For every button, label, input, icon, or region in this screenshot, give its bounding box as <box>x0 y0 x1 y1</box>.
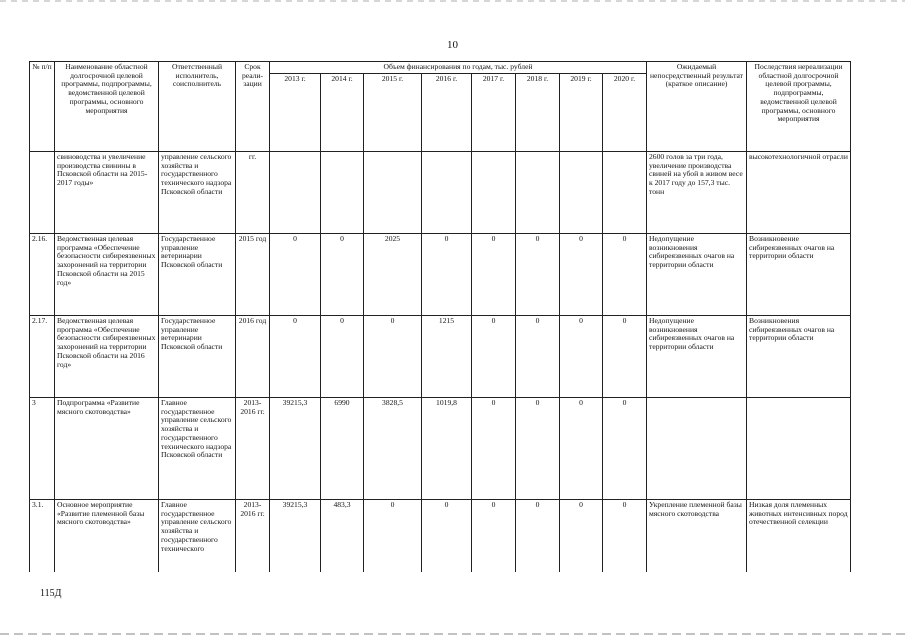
header-name: Наименование областной долгосрочной целевой программы, подпрограммы, ведомственной целевой программы, основного мероприятия <box>55 62 159 152</box>
footer-code: 115Д <box>40 588 62 599</box>
row-term: 2013-2016 гг. <box>236 500 270 572</box>
header-num: № п/п <box>30 62 55 152</box>
scan-artifact-bottom <box>0 633 905 635</box>
row-value: 0 <box>321 316 364 398</box>
header-year: 2013 г. <box>270 74 321 152</box>
row-value <box>364 152 422 234</box>
row-executor: Государственное управление ветеринарии Псковской области <box>159 234 236 316</box>
row-value: 0 <box>472 500 516 572</box>
row-value: 0 <box>560 398 603 500</box>
row-value: 0 <box>603 316 647 398</box>
row-term: гг. <box>236 152 270 234</box>
row-value <box>422 152 472 234</box>
row-term: 2016 год <box>236 316 270 398</box>
row-consequences <box>747 398 851 500</box>
header-year: 2014 г. <box>321 74 364 152</box>
row-consequences: высокотехнологичной отрасли <box>747 152 851 234</box>
row-value <box>560 152 603 234</box>
page-number: 10 <box>447 39 458 51</box>
row-consequences: Возникновение сибиреязвенных очагов на территории области <box>747 234 851 316</box>
header-funding: Объем финансирования по годам, тыс. рублей <box>270 62 647 74</box>
row-value: 0 <box>603 234 647 316</box>
row-value: 0 <box>560 234 603 316</box>
table-row <box>30 316 851 398</box>
row-name: Ведомственная целевая программа «Обеспечение безопасности сибиреязвенных захоронений на территории Псковской области на 2015 год» <box>55 234 159 316</box>
row-value: 0 <box>364 316 422 398</box>
row-value: 2025 <box>364 234 422 316</box>
row-consequences: Низкая доля племенных животных интенсивных пород отечественной селекции <box>747 500 851 572</box>
row-value: 0 <box>603 398 647 500</box>
header-year: 2019 г. <box>560 74 603 152</box>
row-num: 2.17. <box>30 316 55 398</box>
row-consequences: Возникновения сибиреязвенных очагов на территории области <box>747 316 851 398</box>
row-executor: Главное государственное управление сельского хозяйства и государственного технического надзора Псковской области <box>159 398 236 500</box>
row-value: 0 <box>422 234 472 316</box>
row-result: Недопущение возникновения сибиреязвенных очагов на территории области <box>647 316 747 398</box>
row-num: 3 <box>30 398 55 500</box>
row-value: 0 <box>516 398 560 500</box>
row-num: 2.16. <box>30 234 55 316</box>
row-result: 2600 голов за три года, увеличение производства свиней на убой в живом весе к 2017 году до 157,3 тыс. тонн <box>647 152 747 234</box>
row-value: 1215 <box>422 316 472 398</box>
row-value: 3828,5 <box>364 398 422 500</box>
row-name: Основное мероприятие «Развитие племенной базы мясного скотоводства» <box>55 500 159 572</box>
row-value: 0 <box>472 316 516 398</box>
row-name: Ведомственная целевая программа «Обеспечение безопасности сибиреязвенных захоронений на территории Псковской области на 2016 год» <box>55 316 159 398</box>
row-value: 0 <box>422 500 472 572</box>
table-row <box>30 500 851 572</box>
header-term: Срок реали-зации <box>236 62 270 152</box>
row-value <box>603 152 647 234</box>
row-result <box>647 398 747 500</box>
row-value <box>472 152 516 234</box>
header-executor: Ответственный исполнитель, соисполнитель <box>159 62 236 152</box>
row-value: 0 <box>560 500 603 572</box>
row-value <box>270 152 321 234</box>
header-year: 2018 г. <box>516 74 560 152</box>
header-consequences: Последствия нереализации областной долгосрочной целевой программы, подпрограммы, ведомственной целевой программы, основного мероприятия <box>747 62 851 152</box>
header-year: 2020 г. <box>603 74 647 152</box>
row-value: 0 <box>321 234 364 316</box>
header-year: 2016 г. <box>422 74 472 152</box>
scan-artifact-top <box>0 0 905 2</box>
row-executor: Государственное управление ветеринарии Псковской области <box>159 316 236 398</box>
row-result: Недопущение возникновения сибиреязвенных очагов на территории области <box>647 234 747 316</box>
row-value: 0 <box>270 316 321 398</box>
row-result: Укрепление племенной базы мясного скотоводства <box>647 500 747 572</box>
row-value: 0 <box>516 234 560 316</box>
row-value: 483,3 <box>321 500 364 572</box>
row-num <box>30 152 55 234</box>
row-value: 0 <box>472 398 516 500</box>
table-row <box>30 152 851 234</box>
table-header-row <box>30 62 851 74</box>
row-term: 2013-2016 гг. <box>236 398 270 500</box>
row-value: 0 <box>472 234 516 316</box>
program-table <box>29 61 851 572</box>
row-value: 39215,3 <box>270 398 321 500</box>
row-name: Подпрограмма «Развитие мясного скотоводства» <box>55 398 159 500</box>
row-value: 1019,8 <box>422 398 472 500</box>
table-row <box>30 234 851 316</box>
row-executor: Главное государственное управление сельского хозяйства и государственного технического <box>159 500 236 572</box>
row-name: свиноводства и увеличение производства свинины в Псковской области на 2015-2017 годы» <box>55 152 159 234</box>
row-value: 6990 <box>321 398 364 500</box>
row-value: 0 <box>364 500 422 572</box>
row-term: 2015 год <box>236 234 270 316</box>
header-year: 2015 г. <box>364 74 422 152</box>
row-value: 0 <box>603 500 647 572</box>
row-value: 0 <box>516 500 560 572</box>
row-value <box>321 152 364 234</box>
row-value: 0 <box>270 234 321 316</box>
row-executor: управление сельского хозяйства и государственного технического надзора Псковской области <box>159 152 236 234</box>
header-result: Ожидаемый непосредственный результат (краткое описание) <box>647 62 747 152</box>
header-year: 2017 г. <box>472 74 516 152</box>
table-row <box>30 398 851 500</box>
row-value: 0 <box>516 316 560 398</box>
row-num: 3.1. <box>30 500 55 572</box>
row-value: 0 <box>560 316 603 398</box>
row-value: 39215,3 <box>270 500 321 572</box>
row-value <box>516 152 560 234</box>
